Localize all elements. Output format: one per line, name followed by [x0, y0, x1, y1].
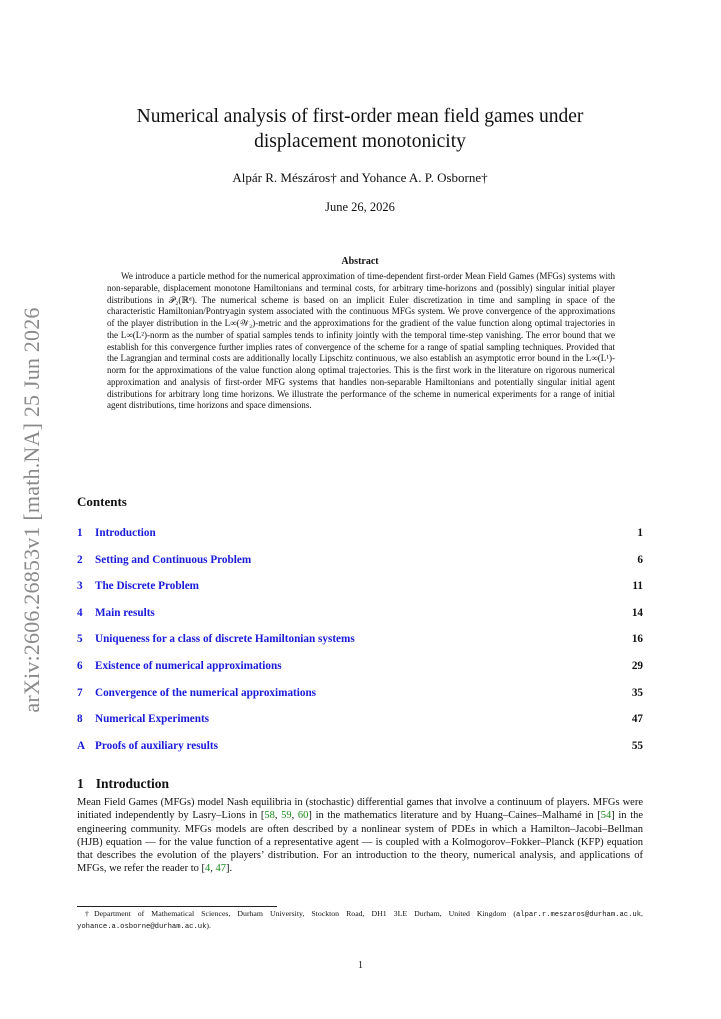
toc-entry[interactable]: [77, 660, 643, 687]
intro-text: ] in the engineering community. MFGs models are often described by a nonlinear system of PDEs in which a Hamilton–Jacobi–Bellman (HJB) equation — for the value function of a representative agent — is coupled with a Kolmogorov–Fokker–Planck (KFP) equation that describes the evolution of the players’ distribution. For an introduction to the theory, numerical analysis, and applications of MFGs, we refer the reader to [: [77, 810, 644, 875]
toc-link[interactable]: Main results: [95, 606, 155, 619]
toc-page: 29: [631, 659, 643, 672]
toc-entry[interactable]: [77, 740, 643, 767]
introduction-paragraph: [77, 796, 643, 876]
section-heading-introduction: [77, 776, 169, 792]
toc-page: 1: [637, 527, 643, 539]
authors: Alpár R. Mészáros† and Yohance A. P. Osborne†: [232, 170, 488, 185]
toc-number[interactable]: 1: [77, 527, 83, 539]
toc-link[interactable]: Uniqueness for a class of discrete Hamiltonian systems: [95, 633, 355, 646]
citation-link[interactable]: 59: [281, 810, 292, 822]
date: June 26, 2026: [325, 200, 395, 214]
title-line-2: displacement monotonicity: [254, 131, 466, 152]
toc-number[interactable]: 7: [77, 686, 83, 699]
citation-link[interactable]: 4: [205, 863, 211, 875]
arxiv-side-identifier: [12, 280, 52, 740]
toc-link[interactable]: Proofs of auxiliary results: [95, 739, 218, 752]
toc-entry[interactable]: [77, 580, 643, 607]
toc-link[interactable]: The Discrete Problem: [95, 580, 199, 593]
contents-heading: Contents: [77, 494, 127, 509]
citation-link[interactable]: 60: [297, 810, 309, 822]
citation-link[interactable]: 54: [600, 810, 612, 822]
toc-number[interactable]: A: [77, 739, 86, 752]
toc-number[interactable]: 8: [77, 713, 83, 726]
citation-link[interactable]: 47: [215, 863, 226, 875]
abstract-heading: Abstract: [341, 256, 379, 267]
toc-link[interactable]: Introduction: [95, 527, 156, 539]
toc-entry[interactable]: [77, 687, 643, 714]
intro-text: Mean Field Games (MFGs) model Nash equilibria in (stochastic) differential games that involve a continuum of players. MFGs were initiated independently by Lasry–Lions in [: [77, 797, 643, 822]
toc-page: 11: [632, 580, 643, 593]
section-number: 1: [77, 776, 84, 791]
toc-page: 14: [631, 606, 643, 619]
toc-entry[interactable]: [77, 527, 643, 554]
footnote-text: †Department of Mathematical Sciences, Durham University, Stockton Road, DH1 3LE Durham, United Kingdom (: [85, 909, 516, 918]
toc-number[interactable]: 6: [77, 659, 83, 672]
toc-page: 55: [631, 739, 643, 752]
arxiv-id-text: arXiv:2606.26853v1 [math.NA] 25 Jun 2026: [19, 307, 44, 713]
toc-entry[interactable]: [77, 713, 643, 740]
footnote-text: ,: [641, 909, 643, 918]
intro-text: ].: [226, 863, 233, 875]
citation-link[interactable]: 58: [264, 810, 275, 822]
toc-number[interactable]: 4: [77, 606, 83, 619]
toc-page: 16: [631, 633, 643, 646]
toc-number[interactable]: 3: [77, 580, 83, 593]
toc-entry[interactable]: [77, 554, 643, 581]
paper-title: [100, 104, 620, 154]
toc-entry[interactable]: [77, 607, 643, 634]
toc-page: 47: [631, 713, 643, 726]
toc-link[interactable]: Existence of numerical approximations: [95, 659, 282, 672]
abstract-text: We introduce a particle method for the numerical approximation of time-dependent first-order Mean Field Games (MFGs) systems with non-separable, displacement monotone Hamiltonians and terminal costs, for arbitrary time-horizons and (possibly) singular initial player distributions in 𝒫₂(ℝᵈ). The numerical scheme is based on an implicit Euler discretization in time and sampling in space of the characteristic Hamiltonian/Pontryagin system associated with the continuous MFGs system. We prove convergence of the approximations of the player distribution in the L∞(𝒲₂)-metric and the approximations for the gradient of the value function along optimal trajectories in the L∞(L²)-norm as the number of spatial samples tends to infinity jointly with the temporal time-step vanishing. The error bound that we establish for this convergence further implies rates of convergence of the scheme for a range of spatial sampling techniques. Provided that the Lagrangian and terminal costs are additionally locally Lipschitz continuous, we also establish an asymptotic error bound in the L∞(L¹)-norm for the approximations of the value function along optimal trajectories. This is the first work in the literature on rigorous numerical approximation and analysis of first-order MFG systems that handles non-separable Hamiltonians and potentially singular initial agent distributions for arbitrary long time horizons. We illustrate the performance of the scheme in numerical experiments for a range of initial agent distributions, time horizons and space dimensions.: [107, 271, 615, 411]
page-number: 1: [358, 960, 363, 971]
title-line-1: Numerical analysis of first-order mean field games under: [136, 106, 584, 127]
toc-page: 35: [631, 686, 643, 699]
toc-link[interactable]: Convergence of the numerical approximations: [95, 686, 317, 699]
toc-entry[interactable]: [77, 633, 643, 660]
footnote-text: ).: [206, 920, 211, 930]
email-link[interactable]: yohance.a.osborne@durham.ac.uk: [77, 922, 207, 931]
table-of-contents: [77, 527, 643, 766]
toc-number[interactable]: 5: [77, 633, 83, 646]
toc-number[interactable]: 2: [77, 553, 83, 566]
toc-page: 6: [637, 553, 643, 566]
footnote-rule: [77, 906, 277, 907]
toc-link[interactable]: Setting and Continuous Problem: [95, 553, 252, 566]
intro-text: ,: [210, 863, 216, 875]
email-link[interactable]: alpar.r.meszaros@durham.ac.uk: [515, 911, 642, 919]
intro-text: ,: [291, 810, 298, 822]
footnote: [77, 909, 643, 932]
intro-text: ,: [274, 810, 282, 822]
intro-text: ] in the mathematics literature and by Huang–Caines–Malhamé in [: [308, 810, 601, 822]
section-title: Introduction: [95, 776, 170, 791]
toc-link[interactable]: Numerical Experiments: [95, 713, 210, 726]
